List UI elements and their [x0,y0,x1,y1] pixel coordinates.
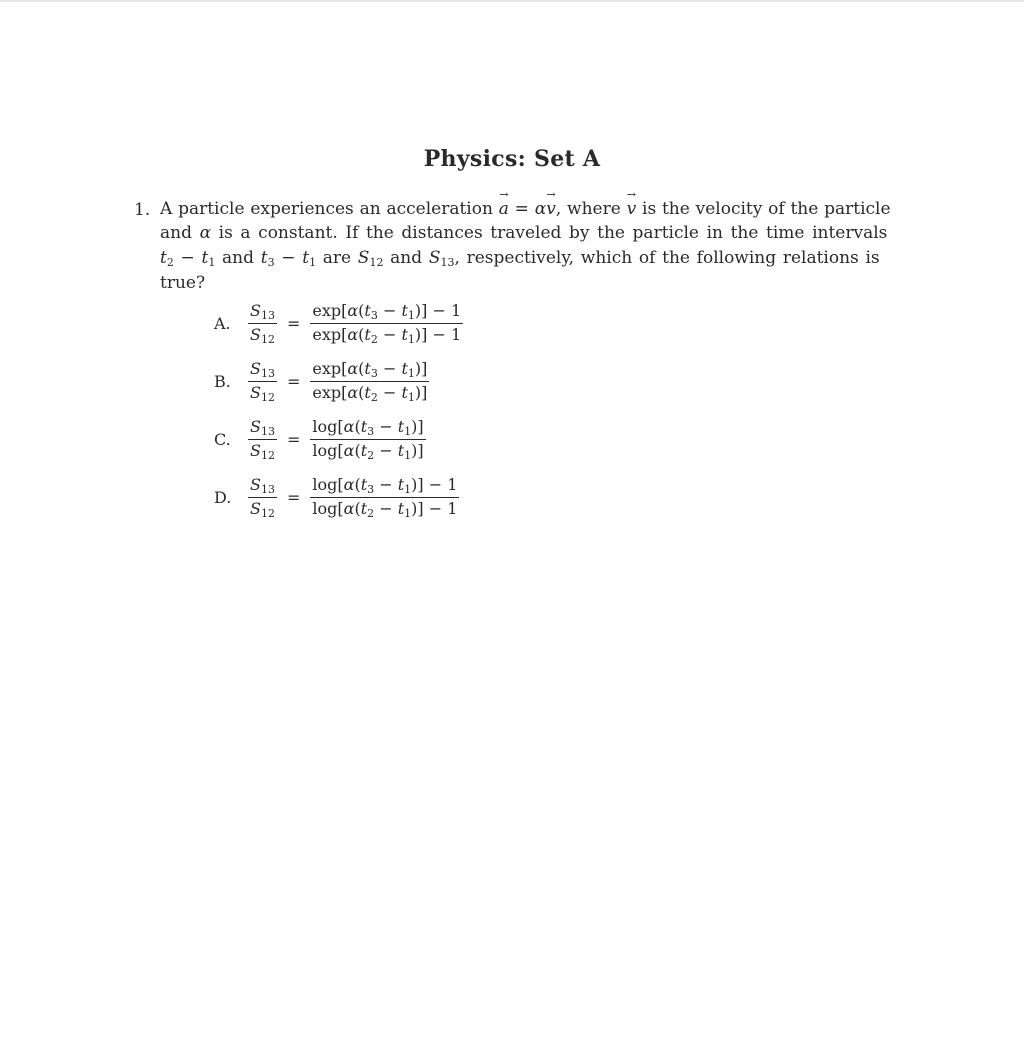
subscript: 3 [370,367,378,381]
question-text: are [316,248,358,268]
alpha-symbol: α [347,301,359,321]
alpha-symbol: α [343,475,355,495]
function-name: exp [312,301,342,321]
function-fraction [310,360,429,402]
distance-var: S [250,475,261,495]
subscript: 1 [404,448,412,462]
question-text: and [383,248,429,268]
question-text: , respectively, which of the following relations is [454,248,880,268]
subscript: 3 [367,483,375,497]
subscript: 13 [260,367,275,381]
subscript: 12 [260,332,275,346]
alpha-symbol: α [343,440,355,460]
fraction-numerator [248,476,277,497]
distance-var: S [357,248,370,268]
time-var: t [302,248,310,268]
equals-sign: = [508,199,535,219]
fraction-numerator: $\exp[\alpha(t_3 - t_1)] - 1$ [312,301,462,323]
subscript: 12 [369,256,384,269]
minus-sign: − [374,475,398,495]
minus-sign: − [374,498,398,518]
distance-var: S [250,417,261,437]
ratio-fraction [248,476,277,518]
question-line-3 [160,248,880,268]
alpha-symbol: α [343,498,355,518]
question-text: , where [555,199,627,219]
equals-sign: = [286,487,301,507]
time-var: t [401,324,408,344]
alpha-symbol: α [347,382,359,402]
fraction-denominator [248,440,277,460]
option-b[interactable] [214,355,429,407]
distance-var: S [250,382,261,402]
distance-var: S [250,301,261,321]
subscript: 2 [370,390,378,404]
subscript: 2 [370,332,378,346]
subscript: 3 [267,256,275,269]
subscript: 13 [260,309,275,323]
subscript: 1 [404,483,412,497]
alpha-symbol: α [534,199,547,219]
time-var: t [360,498,368,518]
subscript: 1 [407,332,415,346]
velocity-vector: → v [627,199,637,219]
time-var: t [397,475,405,495]
function-name: log [312,440,338,460]
question-text: and [215,248,261,268]
alpha-symbol: α [343,417,355,437]
time-var: t [401,301,408,321]
distance-var: S [250,440,261,460]
minus-sign: − [374,440,398,460]
fraction-denominator [248,498,277,518]
alpha-symbol: α [347,324,359,344]
fraction-denominator: $\exp[\alpha(t_2 - t_1)] - 1$ [312,324,462,346]
function-fraction [310,302,463,344]
acceleration-vector: → a [499,199,509,219]
minus-sign: − [377,324,402,344]
subscript: 13 [440,256,455,269]
subscript: 12 [260,448,275,462]
fraction-numerator [248,418,277,439]
suffix: − 1 [423,498,458,518]
option-label: C. [214,429,231,449]
fraction-numerator: $\log[\alpha(t_3 - t_1)]$ [312,417,424,439]
time-var: t [260,248,268,268]
fraction-denominator: $\log[\alpha(t_2 - t_1)] - 1$ [312,498,458,520]
function-name: exp [312,359,342,379]
top-border [0,0,1024,2]
time-var: t [360,475,368,495]
suffix: − 1 [423,475,458,495]
time-var: t [401,359,408,379]
time-var: t [364,301,371,321]
time-var: t [360,417,368,437]
question-line-2 [160,223,887,243]
function-name: log [312,475,338,495]
subscript: 2 [166,256,174,269]
subscript: 12 [260,506,275,520]
subscript: 1 [404,506,412,520]
subscript: 1 [208,256,216,269]
function-fraction [310,476,459,518]
time-var: t [397,498,405,518]
distance-var: S [428,248,441,268]
question-number: 1. [134,200,151,220]
time-var: t [364,359,371,379]
minus-sign: − [377,301,402,321]
subscript: 13 [260,483,275,497]
question-text: A particle experiences an acceleration [160,199,499,219]
time-var: t [397,417,405,437]
equals-sign: = [286,429,301,449]
fraction-numerator: $\exp[\alpha(t_3 - t_1)]$ [312,359,428,381]
equals-sign: = [286,371,301,391]
subscript: 2 [367,448,375,462]
ratio-fraction [248,360,277,402]
fraction-numerator: $\log[\alpha(t_3 - t_1)] - 1$ [312,475,458,497]
distance-var: S [250,498,261,518]
fraction-denominator [248,324,277,344]
velocity-vector: → v [546,199,556,219]
minus-sign: − [274,248,303,268]
subscript: 3 [367,425,375,439]
suffix: − 1 [427,324,462,344]
alpha-symbol: α [199,223,212,243]
alpha-symbol: α [347,359,359,379]
time-var: t [201,248,209,268]
minus-sign: − [377,359,402,379]
ratio-fraction [248,302,277,344]
subscript: 1 [407,309,415,323]
question-text: is the velocity of the particle [636,199,891,219]
function-fraction [310,418,425,460]
subscript: 1 [404,425,412,439]
fraction-denominator: $\exp[\alpha(t_2 - t_1)]$ [312,382,428,404]
page-title: Physics: Set A [423,146,601,172]
subscript: 13 [260,425,275,439]
option-c[interactable] [214,413,426,465]
question-text: and [160,223,200,243]
subscript: 2 [367,506,375,520]
fraction-denominator [248,382,277,402]
function-name: exp [312,382,342,402]
time-var: t [364,324,371,344]
function-name: exp [312,324,342,344]
option-label: A. [214,313,231,333]
time-var: t [160,248,167,268]
fraction-numerator [248,360,277,381]
option-d[interactable] [214,471,459,523]
distance-var: S [250,359,261,379]
time-var: t [401,382,408,402]
fraction-numerator [248,302,277,323]
ratio-fraction [248,418,277,460]
minus-sign: − [173,248,202,268]
question-line-1 [160,199,891,219]
time-var: t [364,382,371,402]
subscript: 12 [260,390,275,404]
subscript: 3 [370,309,378,323]
equals-sign: = [286,313,301,333]
minus-sign: − [374,417,398,437]
function-name: log [312,498,338,518]
time-var: t [360,440,368,460]
option-a[interactable] [214,297,463,349]
subscript: 1 [407,390,415,404]
suffix: − 1 [427,301,462,321]
option-label: D. [214,487,232,507]
time-var: t [397,440,405,460]
function-name: log [312,417,338,437]
fraction-denominator: $\log[\alpha(t_2 - t_1)]$ [312,440,424,462]
minus-sign: − [377,382,402,402]
distance-var: S [250,324,261,344]
subscript: 1 [309,256,317,269]
question-line-4: true? [160,273,206,293]
question-text: is a constant. If the distances traveled by the particle in the time intervals [211,223,888,243]
subscript: 1 [407,367,415,381]
option-label: B. [214,371,231,391]
